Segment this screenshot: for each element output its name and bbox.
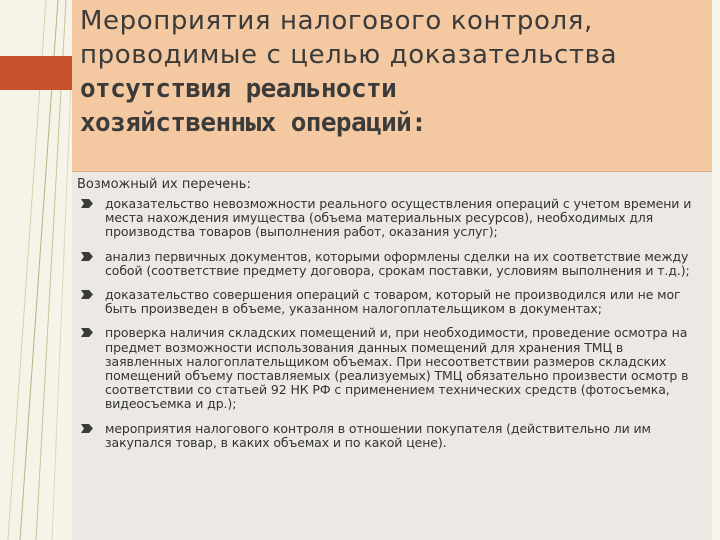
arrow-bullet-icon (81, 199, 93, 208)
title-line-2: проводимые с целью доказательства (80, 40, 618, 70)
list-item-text: мероприятия налогового контроля в отношении покупателя (действительно ли им закупался товар, в каких объемах и по какой цене). (105, 420, 651, 450)
list-item-text: анализ первичных документов, которыми оформлены сделки на их соответствие между собой (соответствие предмету договора, срокам поставки, условиям выполнения и т.д.); (105, 248, 690, 278)
list-item (77, 250, 702, 278)
arrow-bullet-icon (81, 290, 93, 299)
title-bold-line-1: отсутствия реальности (80, 74, 397, 104)
arrow-bullet-icon (81, 252, 93, 261)
list-item (77, 288, 702, 316)
list-intro: Возможный их перечень: (77, 177, 251, 192)
list-item (77, 422, 702, 450)
list-item (77, 326, 702, 411)
list-item (77, 197, 702, 240)
title-bold-line-2: хозяйственных операций: (80, 108, 427, 138)
content-box (72, 172, 712, 540)
arrow-bullet-icon (81, 328, 93, 337)
list-item-text: доказательство невозможности реального осуществления операций с учетом времени и места нахождения имущества (объема материальных ресурсов), необходимых для производства товаров (выполнения работ, оказания услуг); (105, 196, 692, 240)
title-line-1: Мероприятия налогового контроля, (80, 6, 593, 36)
measures-list (77, 197, 702, 450)
title-box (72, 0, 712, 172)
accent-bar (0, 56, 72, 90)
list-item-text: доказательство совершения операций с товаром, который не производился или не мог быть произведен в объеме, указанном налогоплательщиком в документах; (105, 287, 681, 317)
arrow-bullet-icon (81, 424, 93, 433)
list-item-text: проверка наличия складских помещений и, при необходимости, проведение осмотра на предмет возможности использования данных помещений для хранения ТМЦ в заявленных налогоплательщиком объемах. При несоответствии размеров складских помещений объему поставляемых (реализуемых) ТМЦ обязательно произвести осмотр в соответствии со статьей 92 НК РФ с применением технических средств (фотосъемка, видеосъемка и др.); (105, 325, 689, 412)
